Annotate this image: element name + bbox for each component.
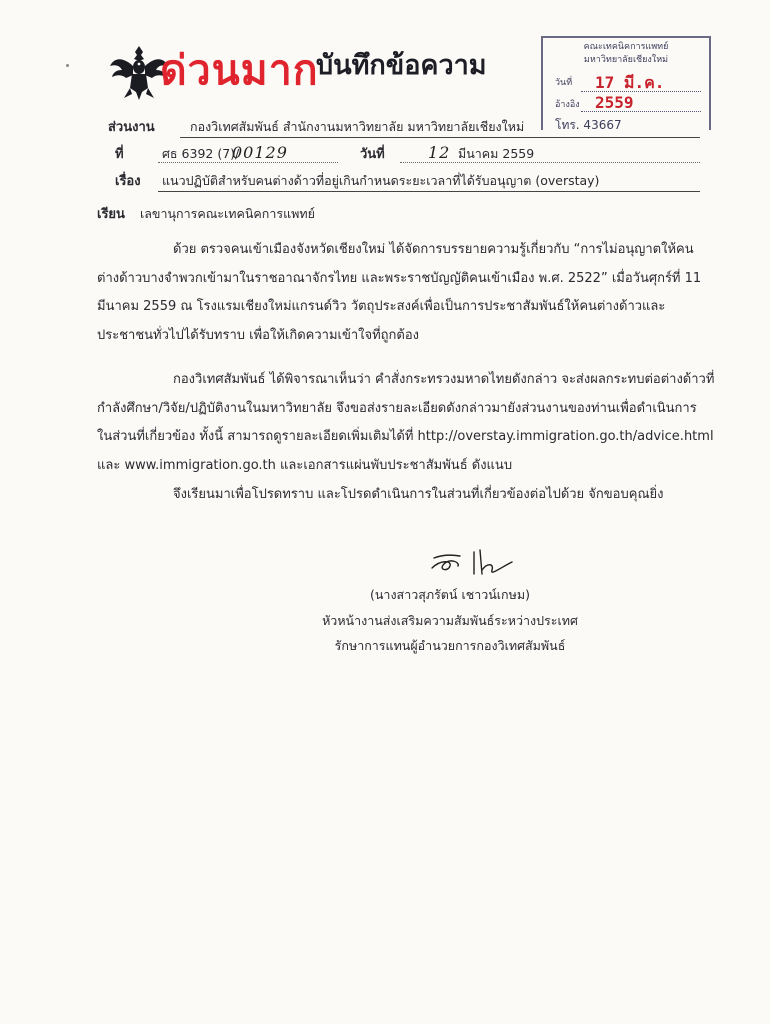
stamp-university: มหาวิทยาลัยเชียงใหม่ xyxy=(583,55,669,65)
para1-line: ประชาชนทั่วไปได้รับทราบ เพื่อให้เกิดความเข้าใจที่ถูกต้อง xyxy=(97,327,420,343)
para2-line: ในส่วนที่เกี่ยวข้อง ทั้งนี้ สามารถดูรายละเอียดเพิ่มเติมได้ที่ http://overstay.immigration.go.th/advice.html xyxy=(97,429,714,444)
ref-label: ที่ xyxy=(115,147,124,162)
department-underline xyxy=(180,137,700,138)
para1-line: มีนาคม 2559 ณ โรงแรมเชียงใหม่แกรนด์วิว วัตถุประสงค์เพื่อเป็นการประชาสัมพันธ์ให้คนต่างด้าวและ xyxy=(97,299,666,314)
stamp-faculty: คณะเทคนิคการแพทย์ xyxy=(583,42,669,52)
para2-line: กำลังศึกษา/วิจัย/ปฏิบัติงานในมหาวิทยาลัย จึงขอส่งรายละเอียดดังกล่าวมายังส่วนงานของท่านเพื่อดำเนินการ xyxy=(97,400,697,416)
phone-value: โทร. 43667 xyxy=(555,118,622,132)
signatory-acting-position: รักษาการแทนผู้อำนวยการกองวิเทศสัมพันธ์ xyxy=(334,638,566,653)
para2-line: และ www.immigration.go.th และเอกสารแผ่นพับประชาสัมพันธ์ ดังแนบ xyxy=(97,457,513,473)
ref-value: ศธ 6392 (7)/ xyxy=(162,146,240,161)
body-paragraph-1 xyxy=(97,236,702,350)
body-paragraph-2 xyxy=(97,366,715,480)
para2-line: กองวิเทศสัมพันธ์ ได้พิจารณาเห็นว่า คำสั่งกระทรวงมหาดไทยดังกล่าว จะส่งผลกระทบต่อต่างด้าวที่ xyxy=(173,372,715,387)
scan-speck xyxy=(66,64,69,67)
para1-line: ต่างด้าวบางจำพวกเข้ามาในราชอาณาจักรไทย และพระราชบัญญัติคนเข้าเมือง พ.ศ. 2522” เมื่อวันศุกร์ที่ 11 xyxy=(97,270,702,286)
stamp-ref-row xyxy=(555,100,701,114)
subject-label: เรื่อง xyxy=(115,174,141,189)
ref-dotted-line xyxy=(158,162,338,163)
date-label: วันที่ xyxy=(360,147,385,162)
closing-line: จึงเรียนมาเพื่อโปรดทราบ และโปรดดำเนินการในส่วนที่เกี่ยวข้องต่อไปด้วย จักขอบคุณยิ่ง xyxy=(173,487,664,502)
date-dotted-line xyxy=(400,162,700,163)
ref-number: 00129 xyxy=(232,143,288,162)
handwritten-signature xyxy=(430,546,520,582)
subject-value: แนวปฏิบัติสำหรับคนต่างด้าวที่อยู่เกินกำหนดระยะเวลาที่ได้รับอนุญาต (overstay) xyxy=(162,173,600,188)
urgent-label: ด่วนมาก xyxy=(160,46,319,94)
signatory-name: (นางสาวสุภรัตน์ เชาวน์เกษม) xyxy=(370,587,530,602)
date-value: มีนาคม 2559 xyxy=(458,146,535,161)
salutation-value: เลขานุการคณะเทคนิคการแพทย์ xyxy=(140,206,315,221)
stamp-date-value: 17 มี.ค. 2559 xyxy=(595,73,665,112)
subject-underline xyxy=(158,191,700,192)
stamp-ref-label: อ้างอิง xyxy=(555,100,580,110)
salutation-label: เรียน xyxy=(97,207,125,222)
para1-line: ด้วย ตรวจคนเข้าเมืองจังหวัดเชียงใหม่ ได้จัดการบรรยายความรู้เกี่ยวกับ “การไม่อนุญาตให้คน xyxy=(173,242,694,257)
stamp-date-label: วันที่ xyxy=(555,78,573,88)
date-day: 12 xyxy=(428,143,451,162)
memo-title: บันทึกข้อความ xyxy=(316,50,487,81)
receipt-stamp xyxy=(541,36,711,130)
department-value: กองวิเทศสัมพันธ์ สำนักงานมหาวิทยาลัย มหาวิทยาลัยเชียงใหม่ xyxy=(190,119,525,134)
department-label: ส่วนงาน xyxy=(108,120,155,135)
signatory-position: หัวหน้างานส่งเสริมความสัมพันธ์ระหว่างประเทศ xyxy=(322,613,578,628)
